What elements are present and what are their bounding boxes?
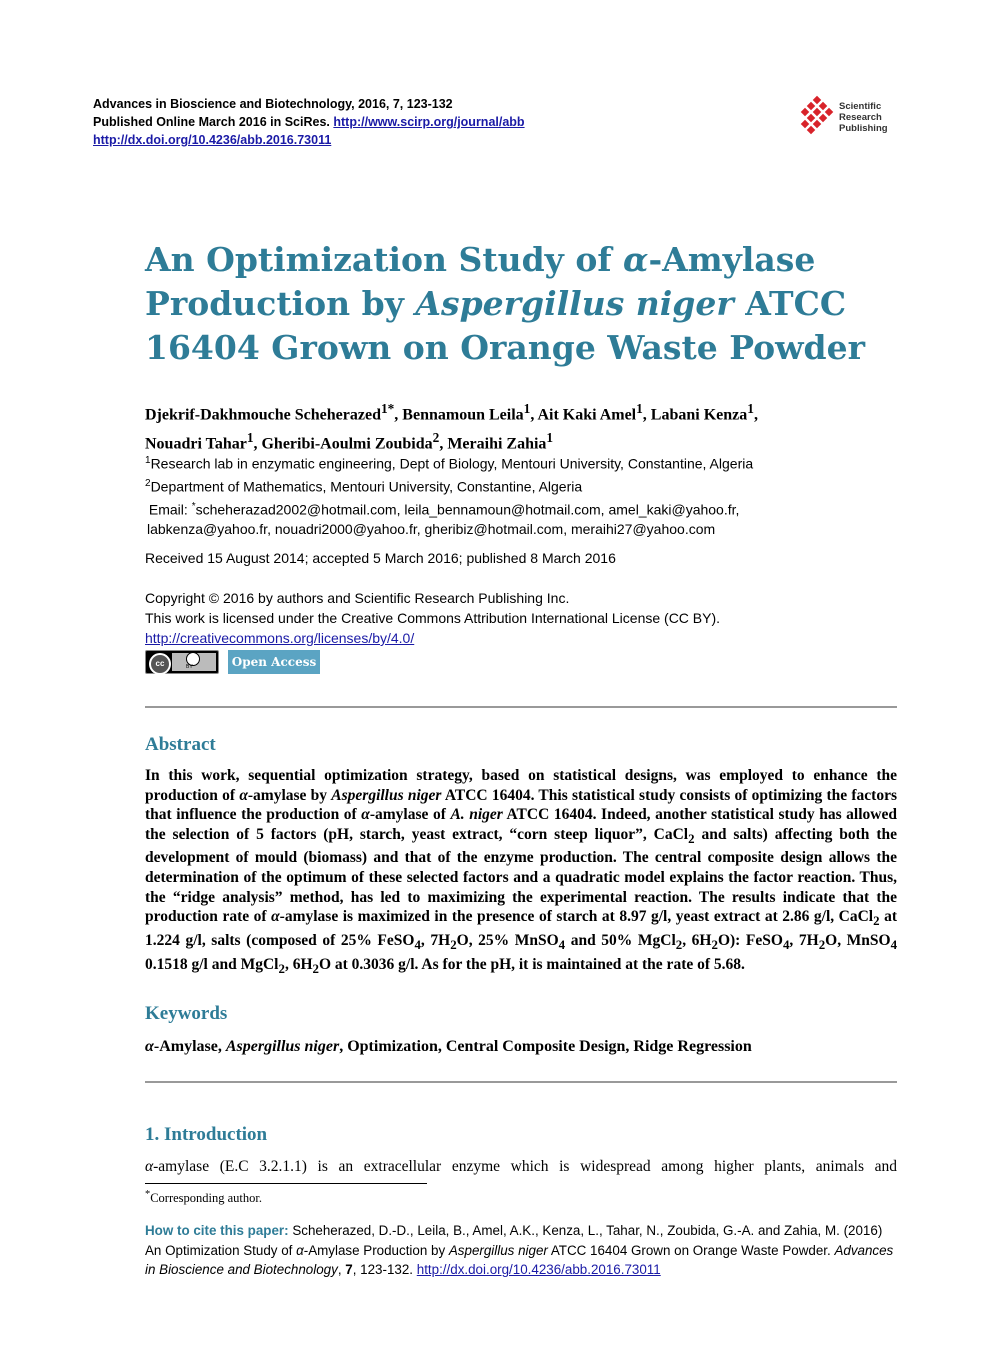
affiliations [145,451,905,540]
cc-icon: cc [149,653,171,675]
logo-line-1: Scientific [839,101,882,112]
by-label: BY [186,664,193,670]
abstract-heading: Abstract [145,734,216,755]
logo-line-2: Research [839,112,882,123]
journal-line: Advances in Bioscience and Biotechnology, 2016, 7, 123-132 [93,97,453,111]
divider-bottom [145,1081,897,1083]
cc-by-badge[interactable] [145,650,219,674]
license-link[interactable]: http://creativecommons.org/licenses/by/4.0/ [145,630,415,646]
logo-line-3: Publishing [839,123,888,134]
open-access-badge[interactable]: Open Access [228,650,320,674]
affiliation-2: $^2$Department of Mathematics, Mentouri University, Constantine, Algeria [145,478,583,495]
license-line: This work is licensed under the Creative Commons Attribution International License (CC BY). [145,610,721,626]
doi-link[interactable]: http://dx.doi.org/10.4236/abb.2016.73011 [93,133,332,147]
divider-top [145,706,897,708]
citation-doi-link[interactable]: http://dx.doi.org/10.4236/abb.2016.73011 [416,1262,661,1277]
author-list: Djekrif-Dakhmouche Scheherazed$^{1*}$, Bennamoun Leila$^1$, Ait Kaki Amel$^1$, Labani Kenza$^1$, Nouadri Tahar$^1$, Gheribi-Aoulmi Zoubida$^2$, Meraihi Zahia$^1$ [145,401,758,453]
introduction-heading: 1. Introduction [145,1124,268,1145]
introduction-text: α-amylase (E.C 3.2.1.1) is an extracellular enzyme which is widespread among higher plants, animals and [145,1158,897,1175]
affiliation-1: $^1$Research lab in enzymatic engineering, Dept of Biology, Mentouri University, Constantine, Algeria [145,455,754,472]
copyright-block [145,588,720,648]
cite-label: How to cite this paper: [145,1223,289,1238]
journal-header [93,95,525,149]
footnote-divider [145,1183,427,1184]
email-line-1: Email: *scheherazad2002@hotmail.com, leila_bennamoun@hotmail.com, amel_kaki@yahoo.fr, [148,501,740,518]
paper-title: An Optimization Study of α-Amylase Production by Aspergillus niger ATCC 16404 Grown on Orange Waste Powder [145,240,866,367]
journal-link[interactable]: http://www.scirp.org/journal/abb [333,115,525,129]
published-line: Published Online March 2016 in SciRes. http://www.scirp.org/journal/abb [93,115,525,129]
footnote: *Corresponding author. [145,1189,262,1206]
publisher-logo-mark-icon [797,95,837,139]
abstract-text: In this work, sequential optimization strategy, based on statistical designs, was employed to enhance the production of α-amylase by Aspergillus niger ATCC 16404. This statistical study consists of optimizing the factors that influence the production of α-amylase of A. niger ATCC 16404. Indeed, another statistical study has allowed the selection of 5 factors (pH, starch, yeast extract, “corn steep liquor”, CaCl$_2$ and salts) affecting both the development of mould (biomass) and that of the enzyme production. The central composite design allows the determination of the optimum of these selected factors and a quadratic model explains the factor reaction. Thus, the “ridge analysis” method, has led to maximizing the experimental reaction. The results indicate that the production rate of α-amylase is maximized in the presence of starch at 8.97 g/l, yeast extract at 2.86 g/l, CaCl$_2$ at 1.224 g/l, salts (composed of 25% FeSO$_4$, $7H_2O$, 25% MnSO$_4$ and 50% MgCl$_2$, $6H_2O$): FeSO$_4$, $7H_2O$, MnSO$_4$ 0.1518 g/l and MgCl$_2$, $6H_2O$ at 0.3036 g/l. As for the pH, it is maintained at the rate of 5.68. [145,767,898,976]
email-line-2[interactable]: labkenza@yahoo.fr, nouadri2000@yahoo.fr, gheribiz@hotmail.com, meraihi27@yahoo.com [147,521,716,538]
keywords-heading: Keywords [145,1003,228,1024]
publication-dates: Received 15 August 2014; accepted 5 March 2016; published 8 March 2016 [145,550,616,566]
publisher-logo [797,95,907,139]
how-to-cite: How to cite this paper: Scheherazed, D.-D., Leila, B., Amel, A.K., Kenza, L., Tahar, N., Zoubida, G.-A. and Zahia, M. (2016) An Optimization Study of α-Amylase Production by Aspergillus niger ATCC 16404 Grown on Orange Waste Powder. Advances in Bioscience and Biotechnology, 7, 123-132. http://dx.doi.org/10.4236/abb.2016.73011 [145,1223,894,1277]
keywords-list: α-Amylase, Aspergillus niger, Optimization, Central Composite Design, Ridge Regression [145,1038,752,1055]
copyright-line: Copyright © 2016 by authors and Scientific Research Publishing Inc. [145,590,570,606]
